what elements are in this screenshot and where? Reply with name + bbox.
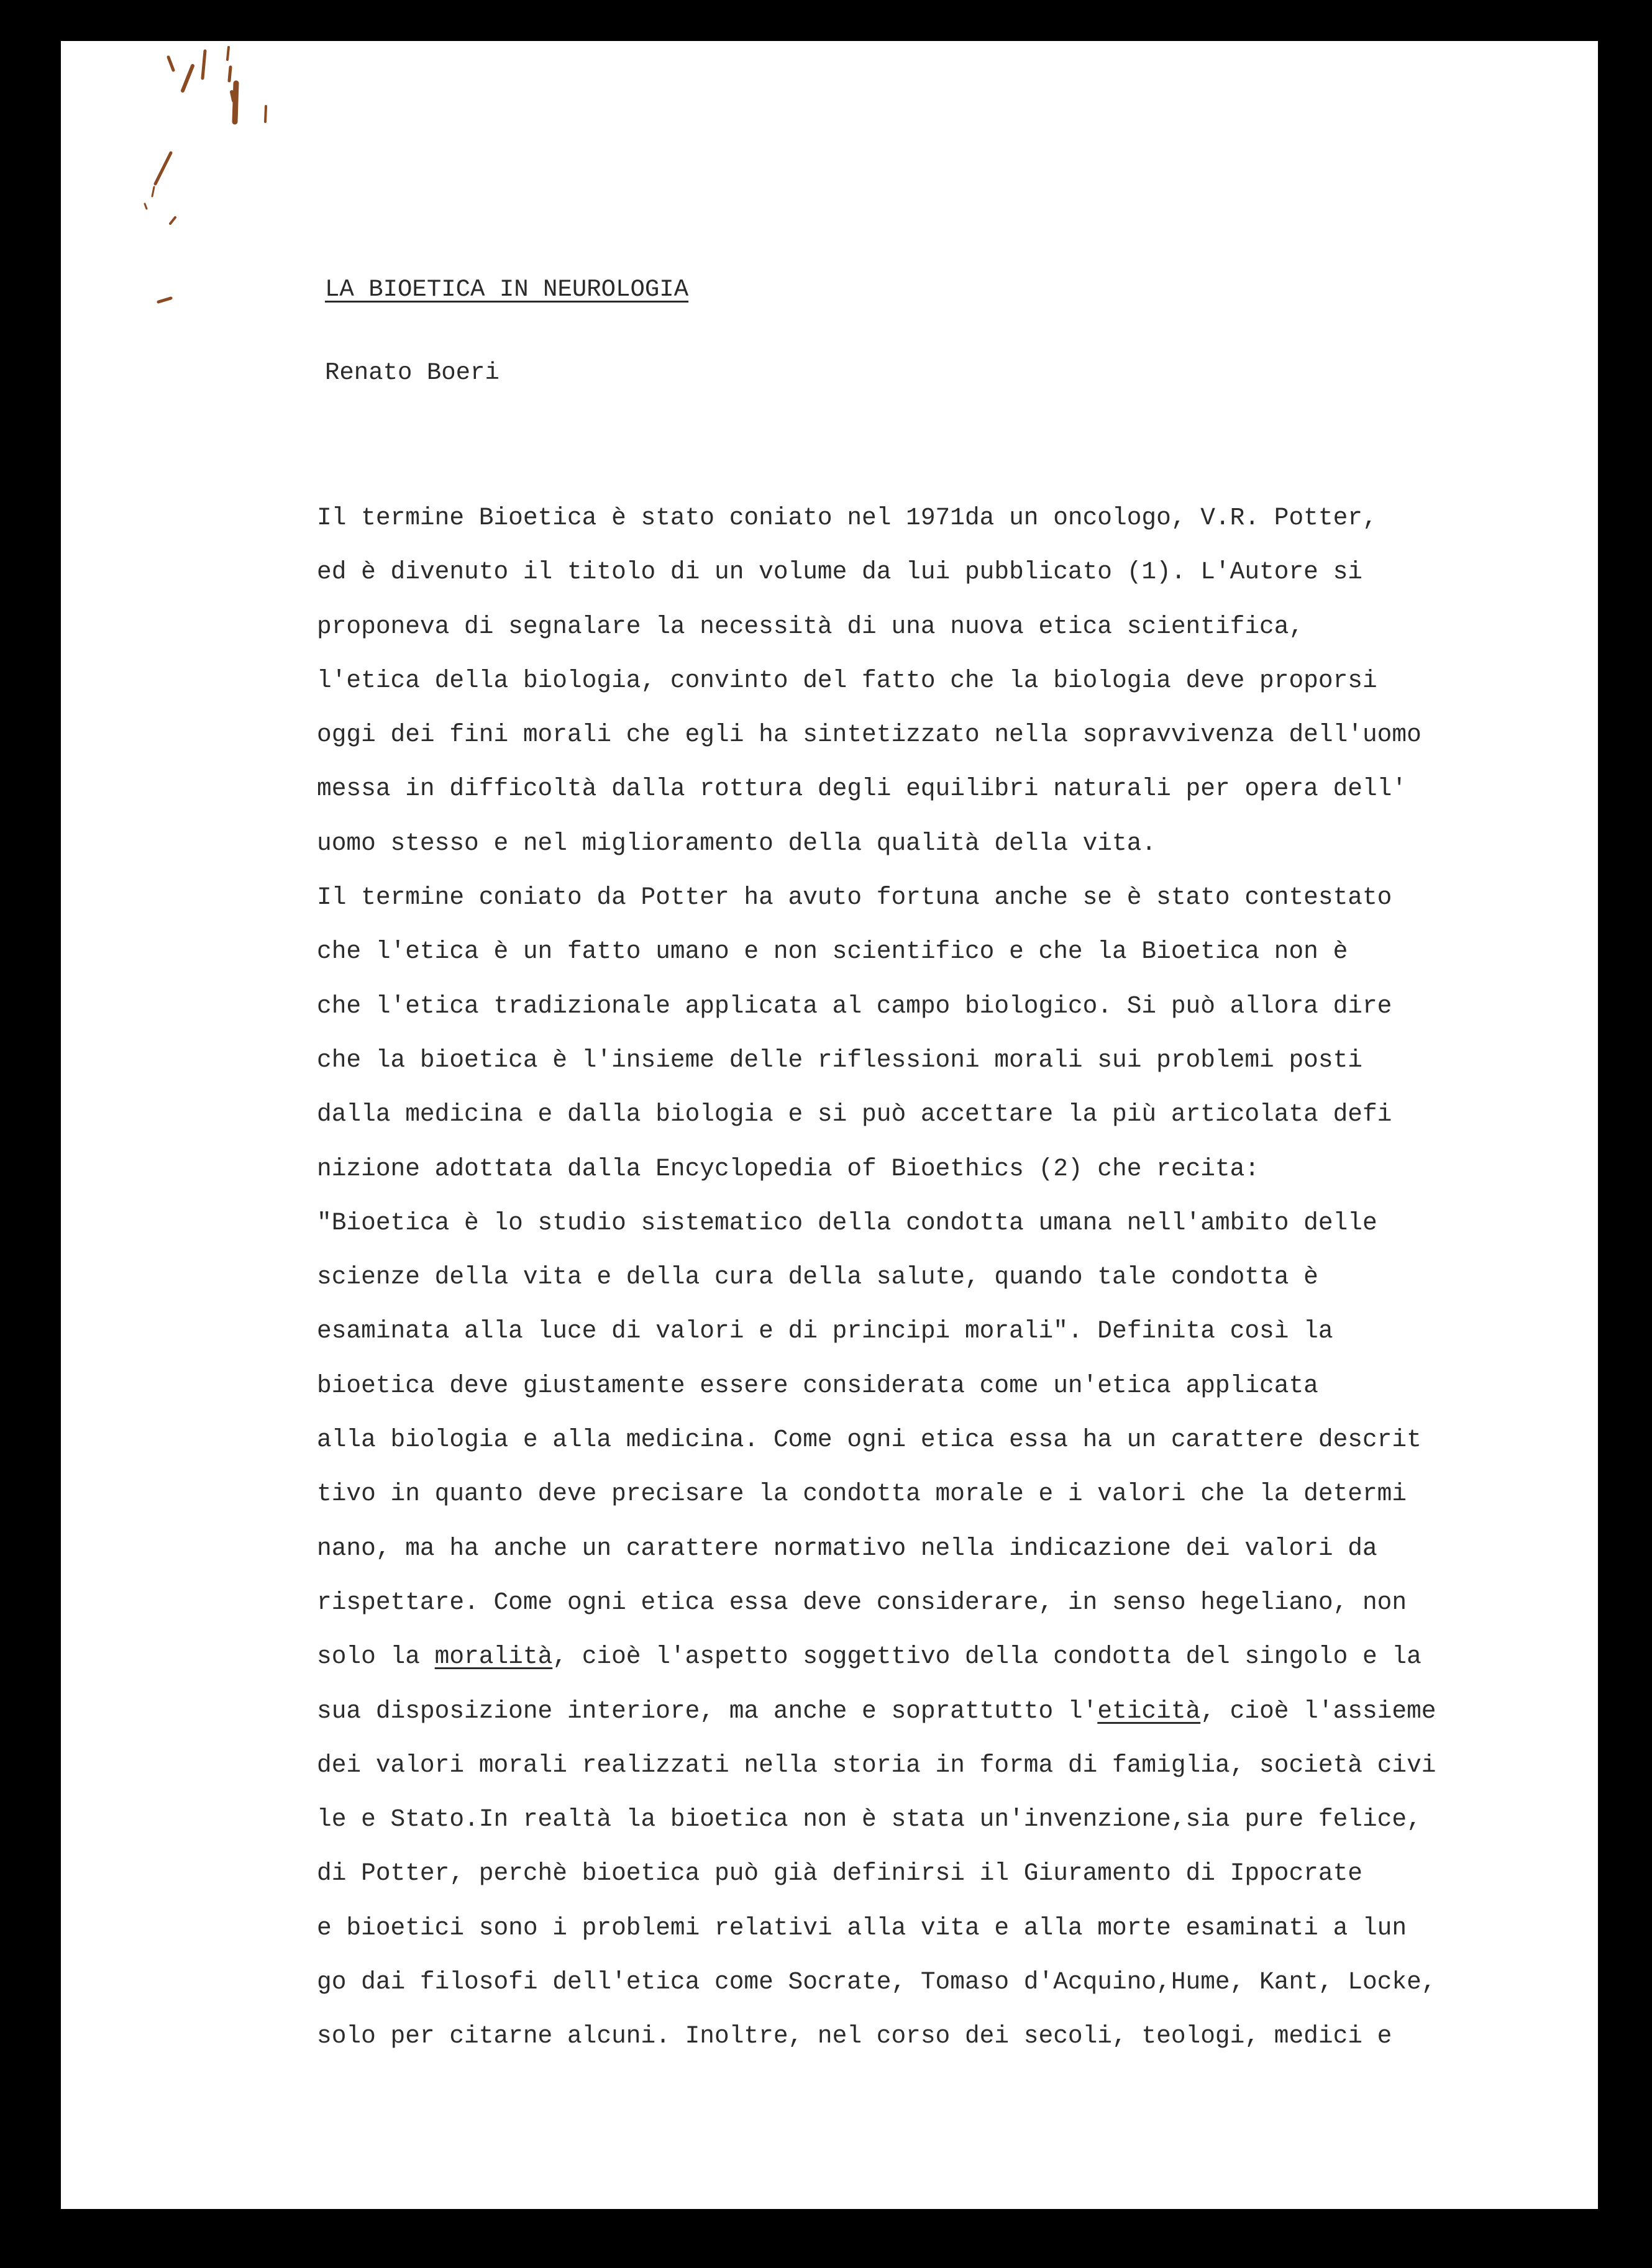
text-line: sua disposizione interiore, ma anche e soprattutto l'eticità, cioè l'assieme (317, 1696, 1436, 1725)
text-line: di Potter, perchè bioetica può già definirsi il Giuramento di Ippocrate (317, 1859, 1362, 1888)
text-line: bioetica deve giustamente essere considerata come un'etica applicata (317, 1371, 1318, 1400)
underlined-word: eticità (1097, 1696, 1201, 1725)
text-line: tivo in quanto deve precisare la condotta morale e i valori che la determi (317, 1480, 1407, 1508)
text-line: ed è divenuto il titolo di un volume da lui pubblicato (1). L'Autore si (317, 558, 1362, 586)
author-name: Renato Boeri (325, 359, 500, 386)
text-line: messa in difficoltà dalla rottura degli equilibri naturali per opera dell' (317, 775, 1407, 803)
text-line: go dai filosofi dell'etica come Socrate, Tomaso d'Acquino,Hume, Kant, Locke, (317, 1968, 1436, 1997)
text-line: nano, ma ha anche un carattere normativo nella indicazione dei valori da (317, 1534, 1377, 1562)
text-line: Il termine Bioetica è stato coniato nel 1971da un oncologo, V.R. Potter, (317, 504, 1377, 532)
text-line: proponeva di segnalare la necessità di una nuova etica scientifica, (317, 612, 1304, 640)
document-title: LA BIOETICA IN NEUROLOGIA (325, 276, 689, 303)
text-line: che l'etica è un fatto umano e non scientifico e che la Bioetica non è (317, 937, 1348, 966)
text-line: Il termine coniato da Potter ha avuto fortuna anche se è stato contestato (317, 883, 1392, 912)
text-line: che l'etica tradizionale applicata al campo biologico. Si può allora dire (317, 991, 1392, 1020)
text-line: l'etica della biologia, convinto del fatto che la biologia deve proporsi (317, 666, 1377, 695)
text-line: solo la moralità, cioè l'aspetto soggettivo della condotta del singolo e la (317, 1642, 1422, 1671)
text-line: solo per citarne alcuni. Inoltre, nel corso dei secoli, teologi, medici e (317, 2022, 1392, 2051)
text-line: alla biologia e alla medicina. Come ogni etica essa ha un carattere descrit (317, 1426, 1422, 1454)
text-line: oggi dei fini morali che egli ha sintetizzato nella sopravvivenza dell'uomo (317, 721, 1422, 749)
underlined-word: moralità (434, 1642, 553, 1671)
text-line: dei valori morali realizzati nella storia in forma di famiglia, società civi (317, 1751, 1436, 1779)
text-line: nizione adottata dalla Encyclopedia of Bioethics (2) che recita: (317, 1154, 1260, 1183)
text-line: rispettare. Come ogni etica essa deve considerare, in senso hegeliano, non (317, 1588, 1407, 1616)
document-page (61, 41, 1598, 2209)
text-line: dalla medicina e dalla biologia e si può accettare la più articolata defi (317, 1100, 1392, 1129)
text-line: "Bioetica è lo studio sistematico della condotta umana nell'ambito delle (317, 1208, 1377, 1237)
text-line: e bioetici sono i problemi relativi alla vita e alla morte esaminati a lun (317, 1913, 1407, 1942)
text-line: che la bioetica è l'insieme delle riflessioni morali sui problemi posti (317, 1045, 1362, 1074)
body-text (317, 491, 1553, 2064)
text-line: le e Stato.In realtà la bioetica non è stata un'invenzione,sia pure felice, (317, 1805, 1422, 1834)
text-line: uomo stesso e nel miglioramento della qualità della vita. (317, 829, 1157, 857)
text-line: scienze della vita e della cura della salute, quando tale condotta è (317, 1263, 1318, 1291)
text-line: esaminata alla luce di valori e di principi morali". Definita così la (317, 1317, 1333, 1346)
